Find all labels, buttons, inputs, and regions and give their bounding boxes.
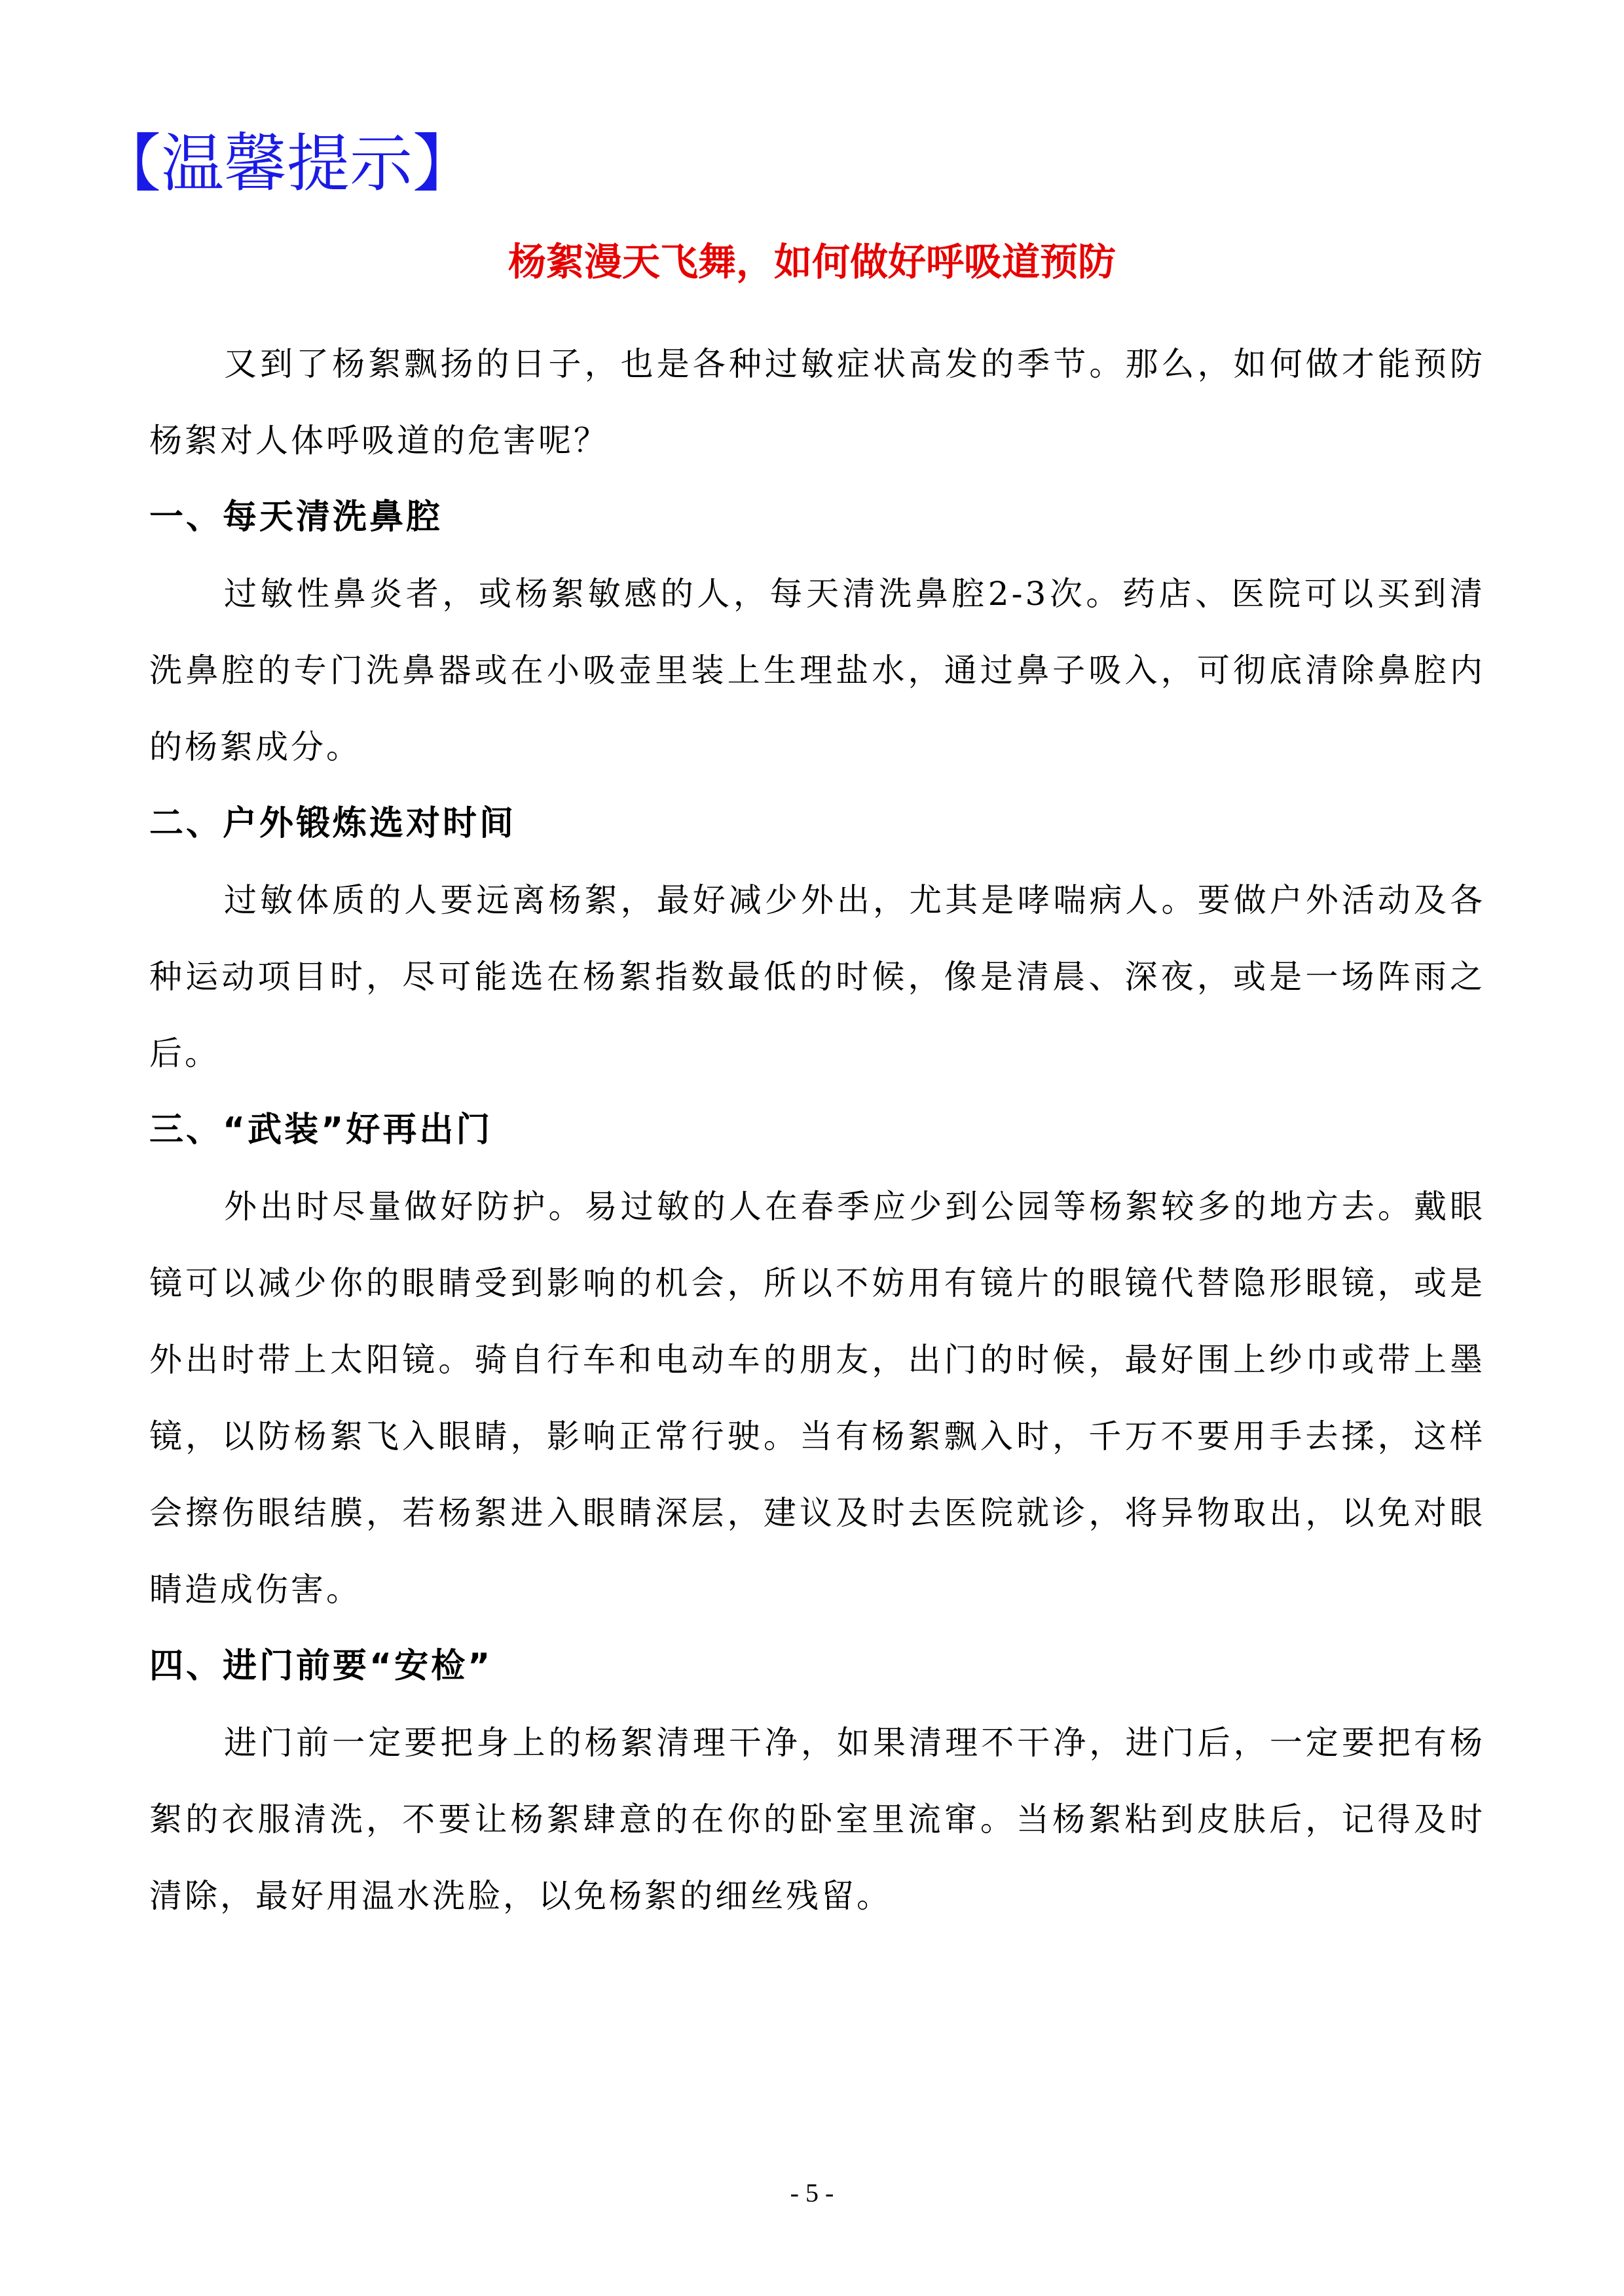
section-heading-1: 一、每天清洗鼻腔: [149, 498, 443, 537]
article-body: [149, 326, 1485, 1935]
section-body-3: 外出时尽量做好防护。易过敏的人在春季应少到公园等杨絮较多的地方去。戴眼镜可以减少你的眼睛受到影响的机会，所以不妨用有镜片的眼镜代替隐形眼镜，或是外出时带上太阳镜。骑自行车和电动车的朋友，出门的时候，最好围上纱巾或带上墨镜，以防杨絮飞入眼睛，影响正常行驶。当有杨絮飘入时，千万不要用手去揉，这样会擦伤眼结膜，若杨絮进入眼睛深层，建议及时去医院就诊，将异物取出，以免对眼睛造成伤害。: [149, 1188, 1485, 1609]
article-title: 杨絮漫天飞舞，如何做好呼吸道预防: [507, 240, 1116, 284]
section-heading-4: 四、进门前要“安检”: [149, 1647, 493, 1686]
section-body-1: 过敏性鼻炎者，或杨絮敏感的人，每天清洗鼻腔2-3次。药店、医院可以买到清洗鼻腔的专门洗鼻器或在小吸壶里装上生理盐水，通过鼻子吸入，可彻底清除鼻腔内的杨絮成分。: [149, 575, 1485, 766]
section-heading-3: 三、“武装”好再出门: [149, 1110, 493, 1150]
section-heading-2: 二、户外锻炼选对时间: [149, 804, 517, 843]
intro-paragraph: 又到了杨絮飘扬的日子，也是各种过敏症状高发的季节。那么，如何做才能预防杨絮对人体呼吸道的危害呢？: [149, 345, 1485, 460]
section-body-2: 过敏体质的人要远离杨絮，最好减少外出，尤其是哮喘病人。要做户外活动及各种运动项目时，尽可能选在杨絮指数最低的时候，像是清晨、深夜，或是一场阵雨之后。: [149, 881, 1485, 1072]
notice-banner: 【温馨提示】: [98, 127, 475, 200]
section-body-4: 进门前一定要把身上的杨絮清理干净，如果清理不干净，进门后，一定要把有杨絮的衣服清洗，不要让杨絮肆意的在你的卧室里流窜。当杨絮粘到皮肤后，记得及时清除，最好用温水洗脸，以免杨絮的细丝残留。: [149, 1724, 1485, 1915]
page-number: - 5 -: [790, 2178, 834, 2208]
